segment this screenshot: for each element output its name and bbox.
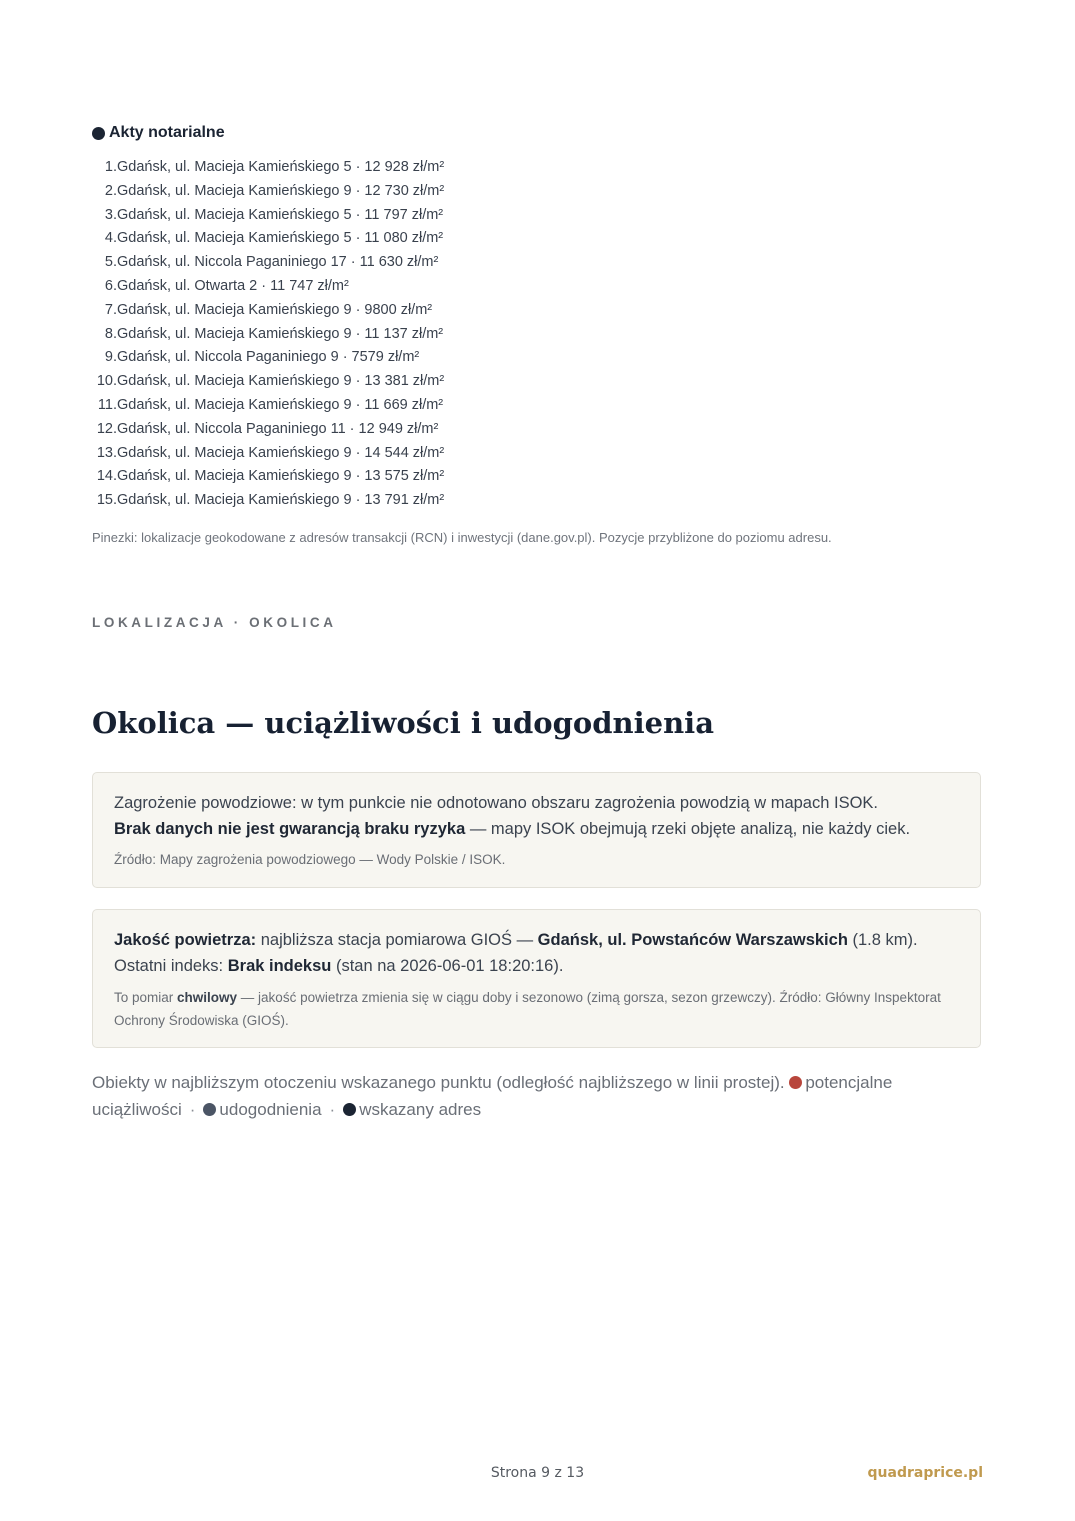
list-item xyxy=(92,418,444,442)
list-item xyxy=(92,394,444,418)
list-item-text: Gdańsk, ul. Macieja Kamieńskiego 5 · 11 797 zł/m² xyxy=(117,206,444,223)
list-item-number: 3. xyxy=(104,206,117,223)
list-item xyxy=(92,299,444,323)
list-item-number: 10. xyxy=(96,373,117,390)
list-item-text: Gdańsk, ul. Macieja Kamieńskiego 9 · 11 669 zł/m² xyxy=(117,396,444,413)
air-quality-station: Gdańsk, ul. Powstańców Warszawskich xyxy=(537,931,848,949)
flood-risk-source: Źródło: Mapy zagrożenia powodziowego — Wody Polskie / ISOK. xyxy=(114,852,506,867)
flood-risk-line: Zagrożenie powodziowe: w tym punkcie nie odnotowano obszaru zagrożenia powodzią w mapach ISOK. xyxy=(114,794,879,812)
air-quality-note-prefix: To pomiar xyxy=(114,990,178,1005)
list-item-text: Gdańsk, ul. Macieja Kamieńskiego 9 · 14 544 zł/m² xyxy=(117,444,445,461)
list-item-number: 6. xyxy=(104,277,117,294)
legend-separator: · xyxy=(329,1100,336,1119)
legend-address: wskazany adres xyxy=(359,1100,482,1119)
list-item-text: Gdańsk, ul. Macieja Kamieńskiego 9 · 13 791 zł/m² xyxy=(117,492,445,509)
list-item-number: 4. xyxy=(104,230,117,247)
legend-separator: · xyxy=(189,1100,196,1119)
bullet-dot-icon xyxy=(92,127,105,140)
address-dot-icon xyxy=(343,1103,356,1116)
air-quality-distance: (1.8 km). xyxy=(847,931,918,949)
list-item xyxy=(92,489,444,513)
air-quality-card xyxy=(92,909,981,1048)
flood-risk-card xyxy=(92,772,981,888)
list-item-number: 5. xyxy=(104,254,117,271)
list-item-text: Gdańsk, ul. Niccola Paganiniego 17 · 11 630 zł/m² xyxy=(117,254,439,271)
air-quality-note xyxy=(114,986,959,1032)
list-item-number: 2. xyxy=(104,182,117,199)
list-item xyxy=(92,275,444,299)
flood-risk-warning: Brak danych nie jest gwarancją braku ryzyka xyxy=(114,820,466,838)
map-legend xyxy=(92,1069,981,1123)
list-item-number: 13. xyxy=(96,444,117,461)
page-title: Okolica — uciążliwości i udogodnienia xyxy=(92,706,714,740)
list-item-text: Gdańsk, ul. Macieja Kamieńskiego 5 · 12 928 zł/m² xyxy=(117,159,445,175)
deeds-title: Akty notarialne xyxy=(109,124,225,141)
deeds-heading xyxy=(92,124,225,142)
list-item-text: Gdańsk, ul. Otwarta 2 · 11 747 zł/m² xyxy=(117,277,349,294)
list-item-number: 12. xyxy=(96,420,117,437)
brand-link[interactable]: quadraprice.pl xyxy=(867,1465,983,1481)
air-quality-station-prefix: najbliższa stacja pomiarowa GIOŚ — xyxy=(256,931,538,949)
list-item-number: 8. xyxy=(104,325,117,342)
legend-nuisance: potencjalne uciążliwości xyxy=(92,1073,893,1119)
list-item-text: Gdańsk, ul. Macieja Kamieńskiego 9 · 12 730 zł/m² xyxy=(117,182,445,199)
list-item-text: Gdańsk, ul. Macieja Kamieńskiego 9 · 11 137 zł/m² xyxy=(117,325,444,342)
pins-note: Pinezki: lokalizacje geokodowane z adresów transakcji (RCN) i inwestycji (dane.gov.pl). Pozycje przybliżone do poziomu adresu. xyxy=(92,530,832,545)
list-item xyxy=(92,251,444,275)
list-item xyxy=(92,346,444,370)
air-quality-index-prefix: Ostatni indeks: xyxy=(114,957,228,975)
legend-intro: Obiekty w najbliższym otoczeniu wskazanego punktu (odległość najbliższego w linii prostej). xyxy=(92,1073,785,1092)
list-item-text: Gdańsk, ul. Macieja Kamieńskiego 9 · 9800 zł/m² xyxy=(117,301,433,318)
air-quality-note-rest: — jakość powietrza zmienia się w ciągu doby i sezonowo (zimą gorsza, sezon grzewczy). Źródło: Główny Inspektorat Ochrony Środowiska (GIOŚ). xyxy=(114,990,941,1028)
amenity-dot-icon xyxy=(203,1103,216,1116)
list-item-text: Gdańsk, ul. Macieja Kamieńskiego 9 · 13 575 zł/m² xyxy=(117,468,445,485)
list-item xyxy=(92,323,444,347)
flood-risk-text xyxy=(114,773,959,842)
list-item-text: Gdańsk, ul. Macieja Kamieńskiego 5 · 11 080 zł/m² xyxy=(117,230,444,247)
list-item xyxy=(92,204,444,228)
list-item xyxy=(92,156,444,180)
list-item-number: 9. xyxy=(104,349,117,366)
list-item xyxy=(92,180,444,204)
legend-amenities: udogodnienia xyxy=(219,1100,322,1119)
list-item xyxy=(92,442,444,466)
list-item-number: 7. xyxy=(104,301,117,318)
list-item-text: Gdańsk, ul. Niccola Paganiniego 9 · 7579 zł/m² xyxy=(117,349,420,366)
air-quality-label: Jakość powietrza: xyxy=(114,931,257,949)
list-item-number: 11. xyxy=(97,396,117,413)
air-quality-index-value: Brak indeksu xyxy=(227,957,332,975)
air-quality-index-date: (stan na 2026-06-01 18:20:16). xyxy=(331,957,564,975)
air-quality-text xyxy=(114,910,959,979)
air-quality-note-bold: chwilowy xyxy=(177,990,238,1005)
page-number: Strona 9 z 13 xyxy=(490,1465,585,1481)
list-item-number: 15. xyxy=(96,492,117,509)
section-eyebrow: LOKALIZACJA · OKOLICA xyxy=(92,615,337,630)
list-item-text: Gdańsk, ul. Macieja Kamieńskiego 9 · 13 381 zł/m² xyxy=(117,373,445,390)
list-item-number: 1. xyxy=(104,159,117,175)
list-item xyxy=(92,465,444,489)
list-item xyxy=(92,227,444,251)
list-item-text: Gdańsk, ul. Niccola Paganiniego 11 · 12 949 zł/m² xyxy=(117,420,439,437)
flood-risk-warning-rest: — mapy ISOK obejmują rzeki objęte analizą, nie każdy ciek. xyxy=(465,820,911,838)
list-item xyxy=(92,370,444,394)
deeds-list xyxy=(92,156,444,513)
nuisance-dot-icon xyxy=(789,1076,802,1089)
list-item-number: 14. xyxy=(96,468,117,485)
